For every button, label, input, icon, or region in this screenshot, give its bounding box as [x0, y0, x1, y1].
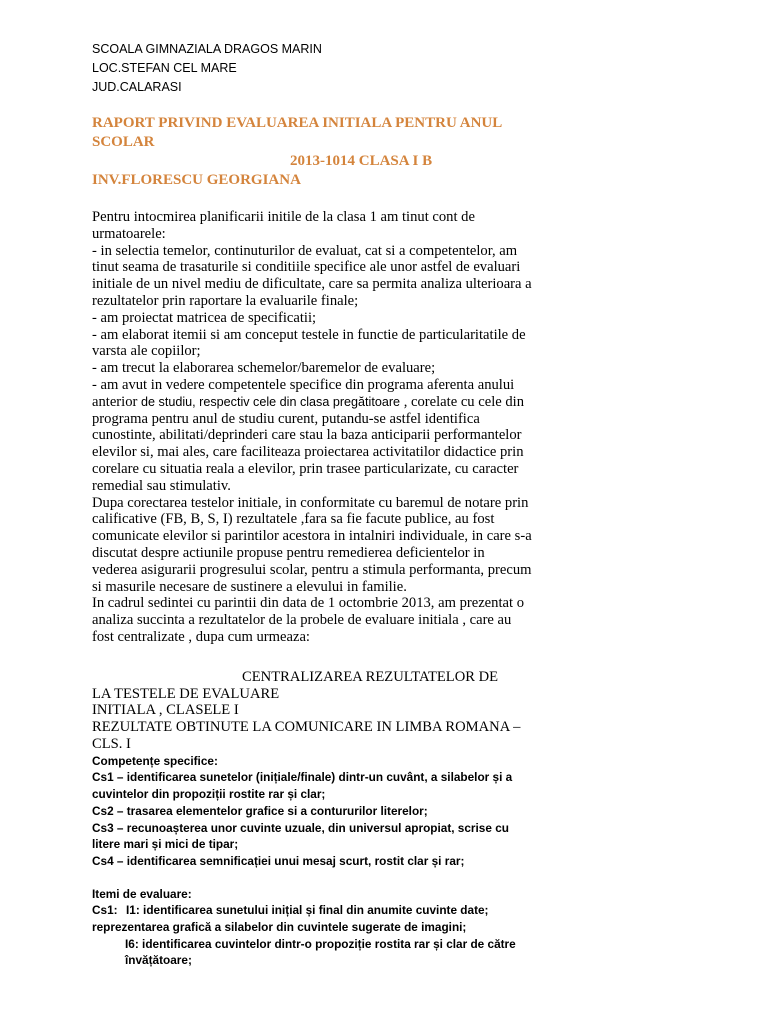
paragraph-meeting: In cadrul sedintei cu parintii din data de 1 octombrie 2013, am prezentat o analiza succinta a rezultatelor de la probele de evaluare initiala , care au fost centralizate , dupa cum urmeaza:: [92, 595, 524, 645]
paragraph-intro: Pentru intocmirea planificarii initile de la clasa 1 am tinut cont de urmatoarele:: [92, 209, 475, 242]
competences-heading: Competențe specifice:: [92, 753, 218, 768]
competence-cs1: Cs1 – identificarea sunetelor (inițiale/finale) dintr-un cuvânt, a silabelor și a cuvintelor din propoziții rostite rar și clar;: [92, 770, 513, 802]
report-title: [92, 114, 532, 190]
paragraph-competences: - am avut in vedere competentele specifice din programa aferenta anului anterior de studiu, respectiv cele din clasa pregătitoare , corelate cu cele din programa pentru anul de studiu curent, putandu-se astfel identifica cunostinte, abilitati/deprinderi care stau la baza anticiparii performantelor elevilor si, mai ales, care faciliteaza proiectarea activitatilor didactice prin corelare cu situatia reala a elevilor, prin trasee particularizate, cu caracter remedial sau stimulativ.: [92, 376, 525, 494]
paragraph-schemes: - am trecut la elaborarea schemelor/baremelor de evaluare;: [92, 360, 436, 377]
document-page: [92, 40, 532, 969]
centralization-line4: REZULTATE OBTINUTE LA COMUNICARE IN LIMBA ROMANA – CLS. I: [92, 719, 521, 752]
paragraph-matrix: - am proiectat matricea de specificatii;: [92, 309, 317, 326]
items-heading: Itemi de evaluare:: [92, 886, 192, 901]
report-title-year-class: 2013-1014 CLASA I B: [290, 153, 433, 169]
centralization-line1: CENTRALIZAREA REZULTATELOR DE: [242, 668, 499, 685]
paragraph-items: - am elaborat itemii si am conceput testele in functie de particularitatile de varsta ale copiilor;: [92, 326, 526, 360]
item-cs1-i6: I6: identificarea cuvintelor dintr-o propoziție rostita rar și clar de către învățătoare;: [125, 936, 516, 968]
centralization-line2: LA TESTELE DE EVALUARE: [92, 685, 280, 702]
competence-cs4: Cs4 – identificarea semnificației unui mesaj scurt, rostit clar și rar;: [92, 853, 465, 868]
school-county: JUD.CALARASI: [92, 80, 182, 94]
centralization-heading: [92, 669, 532, 753]
report-title-teacher: INV.FLORESCU GEORGIANA: [92, 172, 301, 188]
report-title-line2: SCOLAR: [92, 134, 155, 150]
item-cs1-i1: Cs1: I1: identificarea sunetului inițial și final din anumite cuvinte date; reprezentarea grafică a silabelor din cuvintele sugerate de imagini;: [92, 903, 489, 935]
paragraph-selection: - in selectia temelor, continuturilor de evaluat, cat si a competentelor, am tinut seama de trasaturile si conditiile specifice ale unor astfel de evaluari initiale de un nivel mediu de dificultate, care sa permita analiza ulterioara a rezultatelor prin raportare la evaluarile finale;: [92, 242, 532, 309]
competence-cs3: Cs3 – recunoașterea unor cuvinte uzuale, din universul apropiat, scrise cu litere mari și mici de tipar;: [92, 820, 509, 852]
report-title-line1: RAPORT PRIVIND EVALUAREA INITIALA PENTRU ANUL: [92, 115, 503, 131]
paragraph-correction: Dupa corectarea testelor initiale, in conformitate cu baremul de notare prin calificative (FB, B, S, I) rezultatele ,fara sa fie facute publice, au fost comunicate elevilor si parintilor acestora in intalniri individuale, in care s-a discutat despre actiunile propuse pentru remedierea deficientelor in vederea asigurarii progresului scolar, pentru a stimula performanta, precum si masurile necesare de sustinere a elevului in familie.: [92, 494, 532, 595]
school-name: SCOALA GIMNAZIALA DRAGOS MARIN: [92, 42, 322, 56]
centralization-line3: INITIALA , CLASELE I: [92, 702, 239, 719]
competence-cs2: Cs2 – trasarea elementelor grafice si a contururilor literelor;: [92, 803, 428, 818]
school-locality: LOC.STEFAN CEL MARE: [92, 61, 237, 75]
